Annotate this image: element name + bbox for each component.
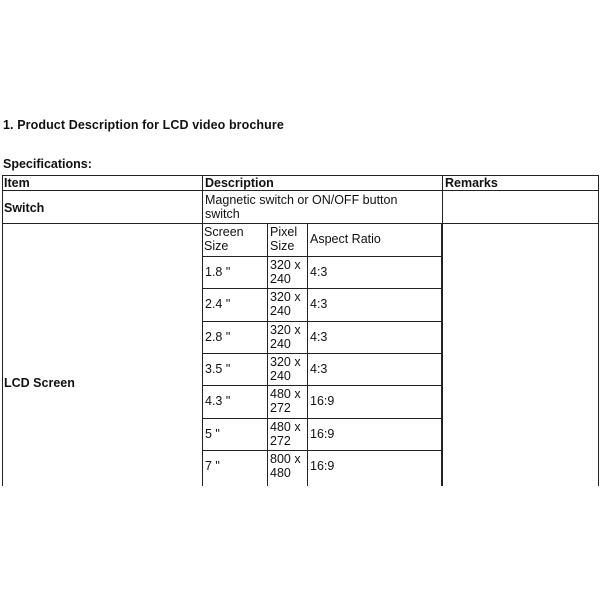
subtable-row-divider — [203, 418, 442, 419]
aspect-ratio-cell: 16:9 — [310, 459, 335, 473]
subtable-header-screen-size-line2: Size — [204, 239, 229, 253]
section-heading: 1. Product Description for LCD video brochure — [3, 118, 284, 132]
subtable-row-divider — [203, 353, 442, 354]
screen-size-cell: 2.8 " — [205, 330, 231, 344]
subtable-row-divider — [203, 321, 442, 322]
pixel-size-cell-line1: 480 x — [270, 420, 301, 434]
pixel-size-cell-line1: 800 x — [270, 452, 301, 466]
specifications-table — [2, 175, 599, 486]
aspect-ratio-cell: 16:9 — [310, 394, 335, 408]
subtable-row-divider — [203, 256, 442, 257]
pixel-size-cell-line1: 480 x — [270, 387, 301, 401]
subtable-row-divider — [203, 288, 442, 289]
pixel-size-cell-line2: 272 — [270, 401, 291, 415]
pixel-size-cell-line2: 240 — [270, 369, 291, 383]
pixel-size-cell-line2: 272 — [270, 434, 291, 448]
screen-size-cell: 7 " — [205, 459, 220, 473]
pixel-size-cell-line2: 240 — [270, 272, 291, 286]
table-header-divider — [2, 190, 599, 191]
pixel-size-cell-line2: 480 — [270, 466, 291, 480]
screen-size-cell: 1.8 " — [205, 265, 231, 279]
header-item: Item — [4, 176, 30, 190]
pixel-size-cell-line1: 320 x — [270, 355, 301, 369]
table-top-border — [2, 175, 599, 176]
subtable-header-aspect-ratio: Aspect Ratio — [310, 232, 381, 246]
screen-size-cell: 2.4 " — [205, 297, 231, 311]
subtable-header-pixel-size-line1: Pixel — [270, 225, 298, 239]
subtable-row-divider — [203, 450, 442, 451]
subtable-header-screen-size-line1: Screen — [204, 225, 244, 239]
table-right-border — [598, 175, 599, 486]
pixel-size-cell-line1: 320 x — [270, 258, 301, 272]
aspect-ratio-cell: 16:9 — [310, 427, 335, 441]
lcd-screen-subtable — [203, 224, 442, 486]
subtable-col-divider-pixel — [267, 224, 268, 486]
row-switch-description-line2: switch — [205, 207, 240, 221]
subtable-col-divider-aspect — [307, 224, 308, 486]
table-left-border — [2, 175, 3, 486]
pixel-size-cell-line1: 320 x — [270, 323, 301, 337]
subtable-right-border — [441, 224, 442, 486]
table-col-divider-remarks — [442, 175, 443, 486]
aspect-ratio-cell: 4:3 — [310, 330, 328, 344]
specifications-label: Specifications: — [3, 157, 92, 171]
pixel-size-cell-line2: 240 — [270, 337, 291, 351]
subtable-row-divider — [203, 385, 442, 386]
screen-size-cell: 5 " — [205, 427, 220, 441]
row-switch-description-line1: Magnetic switch or ON/OFF button — [205, 193, 398, 207]
header-remarks: Remarks — [445, 176, 498, 190]
subtable-header-pixel-size-line2: Size — [270, 239, 295, 253]
row-lcd-item: LCD Screen — [4, 376, 75, 390]
header-description: Description — [205, 176, 274, 190]
screen-size-cell: 4.3 " — [205, 394, 231, 408]
aspect-ratio-cell: 4:3 — [310, 297, 328, 311]
row-switch-item: Switch — [4, 201, 45, 215]
pixel-size-cell-line2: 240 — [270, 304, 291, 318]
aspect-ratio-cell: 4:3 — [310, 362, 328, 376]
aspect-ratio-cell: 4:3 — [310, 265, 328, 279]
screen-size-cell: 3.5 " — [205, 362, 231, 376]
pixel-size-cell-line1: 320 x — [270, 290, 301, 304]
